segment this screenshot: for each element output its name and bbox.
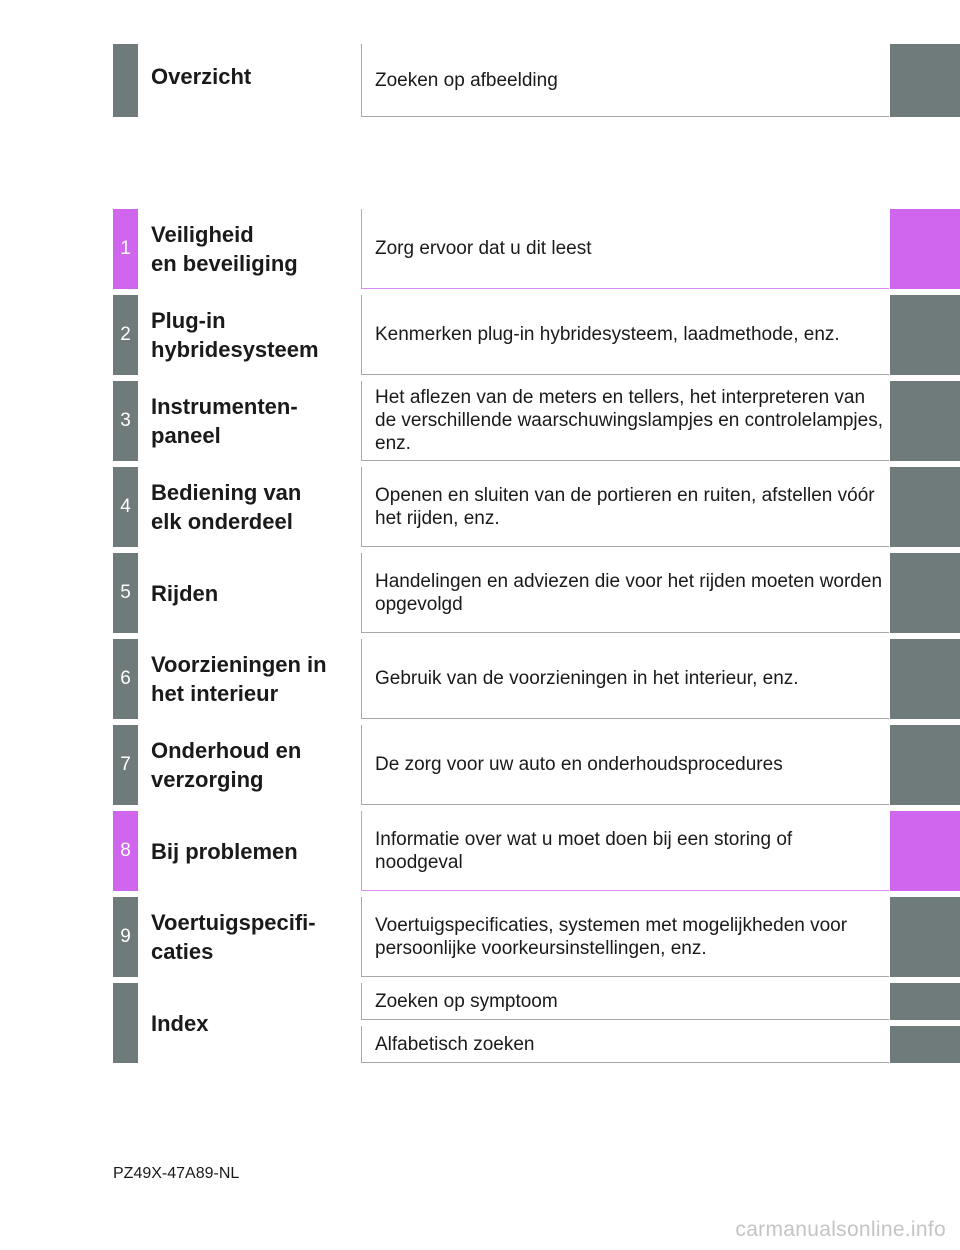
chapter-number-tab: 3 (113, 381, 138, 461)
overview-tab (113, 44, 138, 117)
chapter-number-tab: 5 (113, 553, 138, 633)
chapter-row-1[interactable] (113, 209, 960, 289)
document-code: PZ49X-47A89-NL (113, 1165, 240, 1182)
chapter-title: Voertuigspecifi- caties (151, 910, 316, 964)
chapter-number-tab: 8 (113, 811, 138, 891)
chapter-row-2[interactable] (113, 295, 960, 375)
chapter-thumb-tab (890, 467, 960, 547)
chapter-number-tab: 9 (113, 897, 138, 977)
chapter-row-7[interactable] (113, 725, 960, 805)
chapter-description[interactable]: Handelingen en adviezen die voor het rijden moeten worden opgevolgd (361, 553, 889, 633)
chapter-number-tab: 1 (113, 209, 138, 289)
chapter-row-4[interactable] (113, 467, 960, 547)
chapter-description[interactable]: Kenmerken plug-in hybridesysteem, laadmethode, enz. (361, 295, 889, 375)
chapter-thumb-tab (890, 897, 960, 977)
chapter-row-5[interactable] (113, 553, 960, 633)
chapter-description[interactable]: Gebruik van de voorzieningen in het interieur, enz. (361, 639, 889, 719)
chapter-title: Bediening van elk onderdeel (151, 480, 302, 534)
overview-thumb-tab (890, 44, 960, 117)
watermark: carmanualsonline.info (735, 1218, 946, 1241)
chapter-number-tab: 2 (113, 295, 138, 375)
chapter-thumb-tab (890, 639, 960, 719)
index-thumb-tab-1 (890, 983, 960, 1020)
index-title: Index (151, 1010, 209, 1036)
index-row (113, 983, 960, 1063)
chapter-title: Plug-in hybridesysteem (151, 308, 319, 362)
chapter-description[interactable]: Openen en sluiten van de portieren en ruiten, afstellen vóór het rijden, enz. (361, 467, 889, 547)
chapter-description[interactable]: Informatie over wat u moet doen bij een storing of noodgeval (361, 811, 889, 891)
chapter-title: Voorzieningen in het interieur (151, 652, 327, 706)
chapter-row-8[interactable] (113, 811, 960, 891)
chapter-number-tab: 6 (113, 639, 138, 719)
chapter-row-3[interactable] (113, 381, 960, 461)
chapter-description[interactable]: Het aflezen van de meters en tellers, het interpreteren van de verschillende waarschuwingslampjes en controlelampjes, enz. (361, 381, 889, 461)
chapter-thumb-tab (890, 295, 960, 375)
overview-row[interactable] (113, 44, 960, 117)
chapter-thumb-tab (890, 811, 960, 891)
overview-description[interactable]: Zoeken op afbeelding (361, 44, 889, 117)
chapter-number-tab: 7 (113, 725, 138, 805)
index-alphabetical-search-link[interactable]: Alfabetisch zoeken (361, 1026, 889, 1063)
chapter-description[interactable]: Zorg ervoor dat u dit leest (361, 209, 889, 289)
chapter-title: Instrumenten- paneel (151, 394, 298, 448)
index-symptom-search-link[interactable]: Zoeken op symptoom (361, 983, 889, 1020)
chapter-thumb-tab (890, 209, 960, 289)
chapter-thumb-tab (890, 381, 960, 461)
chapter-row-9[interactable] (113, 897, 960, 977)
overview-title: Overzicht (151, 64, 252, 89)
chapter-description[interactable]: De zorg voor uw auto en onderhoudsprocedures (361, 725, 889, 805)
chapter-title: Veiligheid en beveiliging (151, 222, 298, 276)
chapter-number-tab: 4 (113, 467, 138, 547)
chapter-thumb-tab (890, 725, 960, 805)
chapter-description[interactable]: Voertuigspecificaties, systemen met mogelijkheden voor persoonlijke voorkeursinstellingen, enz. (361, 897, 889, 977)
chapter-title: Onderhoud en verzorging (151, 738, 302, 792)
index-thumb-tab-2 (890, 1026, 960, 1063)
chapter-thumb-tab (890, 553, 960, 633)
chapter-row-6[interactable] (113, 639, 960, 719)
chapter-title: Rijden (151, 580, 219, 606)
chapter-title: Bij problemen (151, 838, 298, 864)
index-tab (113, 983, 138, 1063)
